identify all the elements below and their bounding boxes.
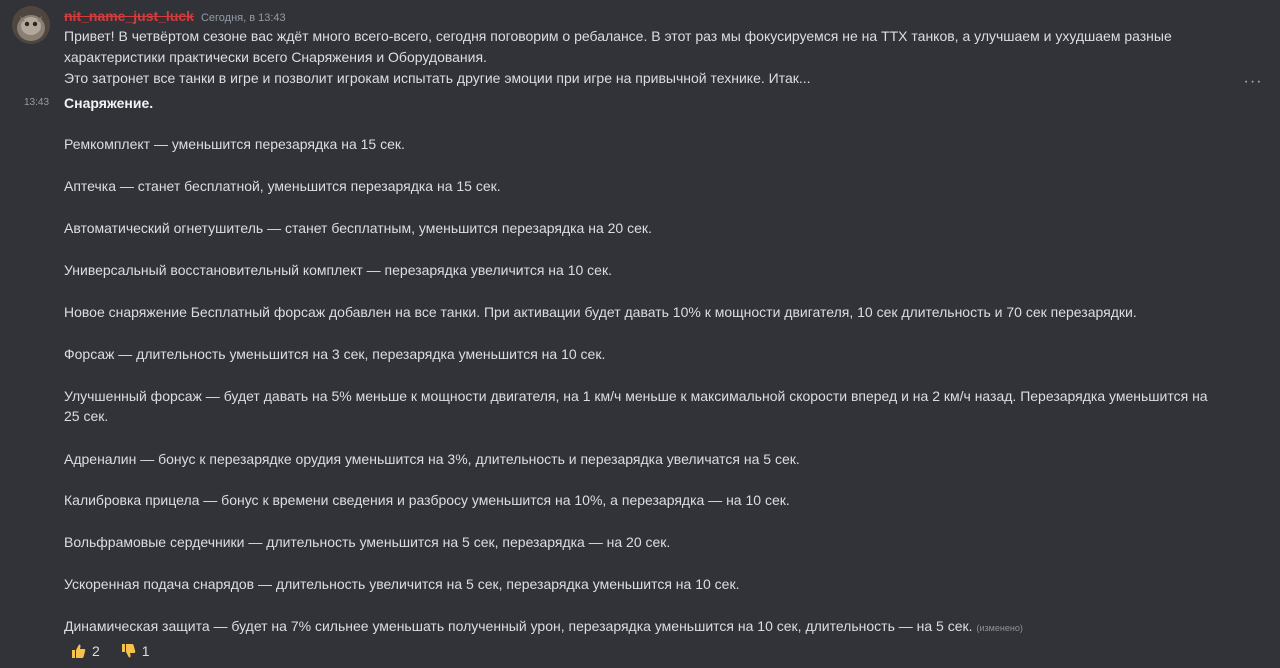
- section-heading: Снаряжение.: [64, 95, 154, 111]
- message-text-line: характеристики практически всего Снаряжения и Оборудования.: [64, 49, 487, 65]
- username[interactable]: nit_name_just_luck: [64, 8, 194, 24]
- list-item: [64, 616, 1023, 638]
- followup-timestamp[interactable]: 13:43: [24, 97, 50, 108]
- thumbs-down-icon: [120, 643, 136, 659]
- list-item: Универсальный восстановительный комплект — перезарядка увеличится на 10 сек.: [64, 262, 612, 278]
- avatar-image: [12, 6, 50, 44]
- list-item: Улучшенный форсаж — будет давать на 5% меньше к мощности двигателя, на 1 км/ч меньше к максимальной скорости вперед и на 2 км/ч назад. Перезарядка уменьшится на: [64, 388, 1208, 404]
- message-text-line: Привет! В четвёртом сезоне вас ждёт много всего-всего, сегодня поговорим о ребалансе. В этот раз мы фокусируемся не на ТТХ танков, а улучшаем и ухудшаем разные: [64, 28, 1172, 44]
- list-item: Ускоренная подача снарядов — длительность увеличится на 5 сек, перезарядка уменьшится на 10 сек.: [64, 576, 740, 592]
- more-options-button[interactable]: [1240, 72, 1266, 92]
- list-item: Автоматический огнетушитель — станет бесплатным, уменьшится перезарядка на 20 сек.: [64, 220, 652, 236]
- more-horizontal-icon: ···: [1243, 73, 1263, 90]
- list-item-text: Динамическая защита — будет на 7% сильнее уменьшать полученный урон, перезарядка уменьшится на 10 сек, длительность — на 5 сек.: [64, 618, 973, 634]
- message-timestamp[interactable]: Сегодня, в 13:43: [200, 12, 286, 24]
- list-item: Форсаж — длительность уменьшится на 3 сек, перезарядка уменьшится на 10 сек.: [64, 346, 606, 362]
- edited-label[interactable]: (изменено): [976, 623, 1023, 633]
- message-text-line: Это затронет все танки в игре и позволит игрокам испытать другие эмоции при игре на привычной технике. Итак...: [64, 70, 811, 86]
- message-header: [64, 8, 286, 26]
- reaction-count: 1: [141, 643, 150, 659]
- list-item: Адреналин — бонус к перезарядке орудия уменьшится на 3%, длительность и перезарядка увеличатся на 5 сек.: [64, 451, 800, 467]
- list-item: Ремкомплект — уменьшится перезарядка на 15 сек.: [64, 136, 405, 152]
- thumbs-up-icon: [70, 643, 86, 659]
- avatar[interactable]: [12, 6, 50, 44]
- reaction-thumbs-down[interactable]: [114, 640, 156, 662]
- list-item-continuation: 25 сек.: [64, 408, 109, 424]
- list-item: Новое снаряжение Бесплатный форсаж добавлен на все танки. При активации будет давать 10% к мощности двигателя, 10 сек длительность и 70 сек перезарядки.: [64, 304, 1137, 320]
- reactions-bar: [64, 640, 156, 662]
- list-item: Калибровка прицела — бонус к времени сведения и разбросу уменьшится на 10%, а перезарядка — на 10 сек.: [64, 492, 790, 508]
- reaction-thumbs-up[interactable]: [64, 640, 106, 662]
- list-item: Вольфрамовые сердечники — длительность уменьшится на 5 сек, перезарядка — на 20 сек.: [64, 534, 671, 550]
- list-item: Аптечка — станет бесплатной, уменьшится перезарядка на 15 сек.: [64, 178, 501, 194]
- reaction-count: 2: [92, 643, 100, 659]
